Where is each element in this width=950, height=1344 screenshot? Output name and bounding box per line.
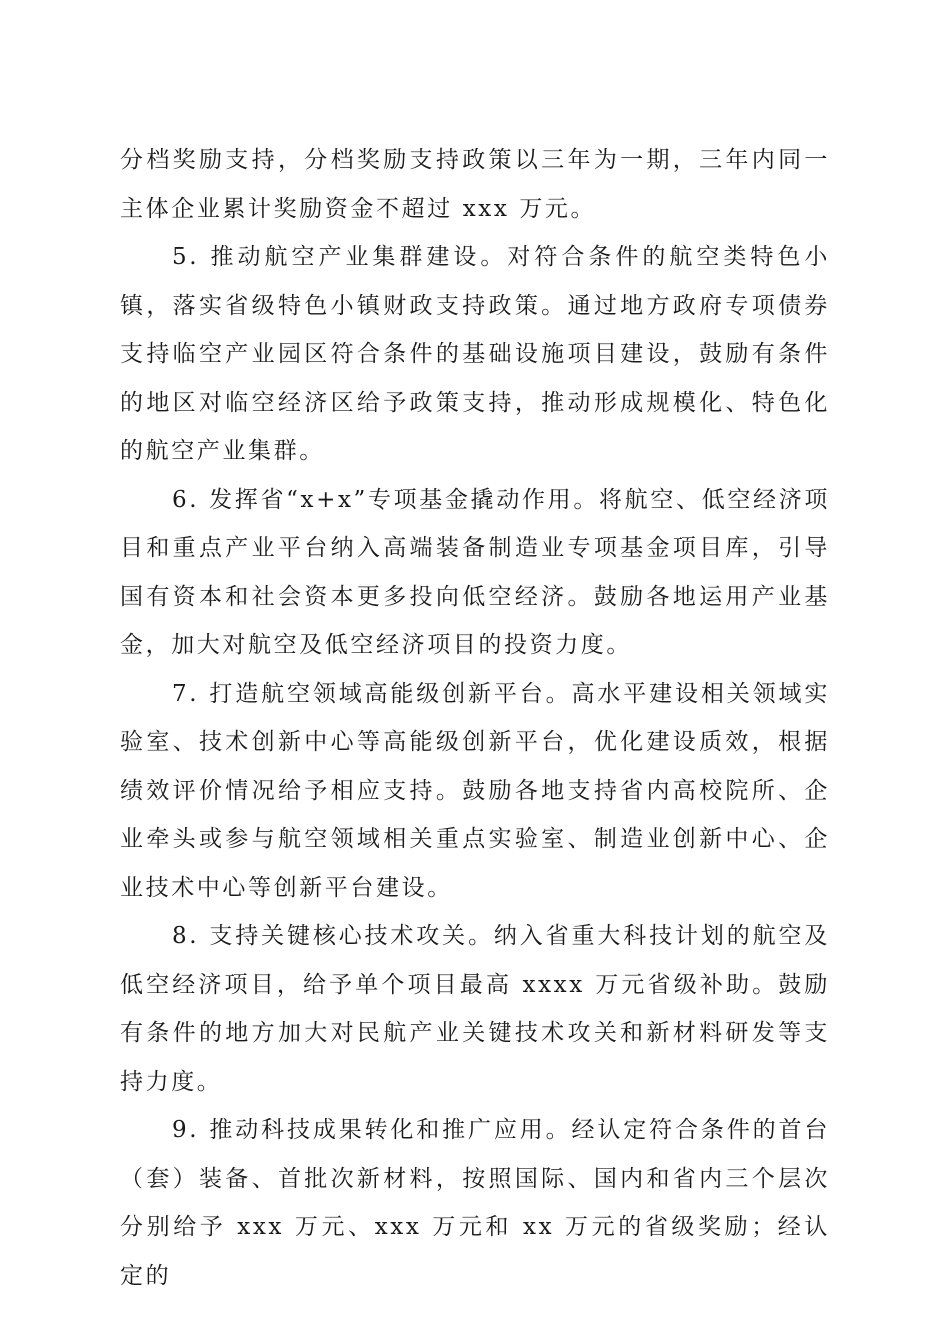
paragraph-item-6: 6. 发挥省“x+x”专项基金撬动作用。将航空、低空经济项目和重点产业平台纳入高端装备制造业专项基金项目库，引导国有资本和社会资本更多投向低空经济。鼓励各地运用产业基金，加大对航空及低空经济项目的投资力度。 bbox=[120, 486, 830, 658]
paragraph-item-5: 5. 推动航空产业集群建设。对符合条件的航空类特色小镇，落实省级特色小镇财政支持政策。通过地方政府专项债券支持临空产业园区符合条件的基础设施项目建设，鼓励有条件的地区对临空经济区给予政策支持，推动形成规模化、特色化的航空产业集群。 bbox=[120, 244, 830, 464]
document-body bbox=[120, 136, 830, 1300]
paragraph-item-9: 9. 推动科技成果转化和推广应用。经认定符合条件的首台（套）装备、首批次新材料，按照国际、国内和省内三个层次分别给予 xxx 万元、xxx 万元和 xx 万元的省级奖励；经认定的 bbox=[120, 1117, 830, 1289]
paragraph-continuation: 分档奖励支持，分档奖励支持政策以三年为一期，三年内同一主体企业累计奖励资金不超过 xxx 万元。 bbox=[120, 147, 830, 222]
paragraph-item-8: 8. 支持关键核心技术攻关。纳入省重大科技计划的航空及低空经济项目，给予单个项目最高 xxxx 万元省级补助。鼓励有条件的地方加大对民航产业关键技术攻关和新材料研发等支持力度。 bbox=[120, 923, 830, 1095]
paragraph-item-7: 7. 打造航空领域高能级创新平台。高水平建设相关领域实验室、技术创新中心等高能级创新平台，优化建设质效，根据绩效评价情况给予相应支持。鼓励各地支持省内高校院所、企业牵头或参与航空领域相关重点实验室、制造业创新中心、企业技术中心等创新平台建设。 bbox=[120, 680, 830, 901]
